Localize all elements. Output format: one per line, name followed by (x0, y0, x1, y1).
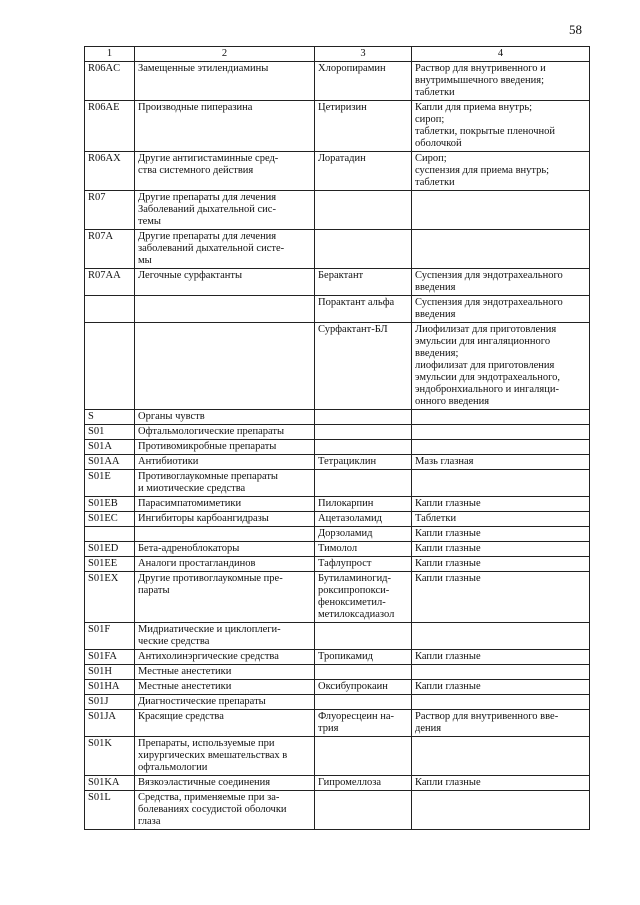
drug-name-cell (315, 737, 412, 776)
atc-code-cell: R06AC (85, 62, 135, 101)
drug-name-cell (315, 695, 412, 710)
dosage-form-cell: Таблетки (412, 512, 590, 527)
atc-code-cell: R07AA (85, 269, 135, 296)
atc-code-cell: R06AE (85, 101, 135, 152)
group-name-cell: Вязкоэластичные соединения (135, 776, 315, 791)
table-row (85, 572, 590, 623)
group-name-cell: Замещенные этилендиамины (135, 62, 315, 101)
group-name-cell: Местные анестетики (135, 665, 315, 680)
atc-code-cell (85, 296, 135, 323)
group-name-cell: Другие препараты для лечения Заболеваний дыхательной сис- темы (135, 191, 315, 230)
table-row (85, 512, 590, 527)
table-row (85, 410, 590, 425)
drug-classification-table (84, 46, 590, 830)
atc-code-cell (85, 323, 135, 410)
group-name-cell: Мидриатические и циклоплеги- ческие средства (135, 623, 315, 650)
drug-name-cell: Хлоропирамин (315, 62, 412, 101)
atc-code-cell: S01EB (85, 497, 135, 512)
table-row (85, 680, 590, 695)
table-row (85, 737, 590, 776)
atc-code-cell: R06AX (85, 152, 135, 191)
drug-name-cell (315, 191, 412, 230)
table-row (85, 455, 590, 470)
atc-code-cell: S01EX (85, 572, 135, 623)
drug-name-cell: Пилокарпин (315, 497, 412, 512)
atc-code-cell: S01 (85, 425, 135, 440)
drug-name-cell (315, 470, 412, 497)
table-row (85, 296, 590, 323)
drug-name-cell: Берактант (315, 269, 412, 296)
group-name-cell: Ингибиторы карбоангидразы (135, 512, 315, 527)
drug-name-cell: Лоратадин (315, 152, 412, 191)
header-cell-2: 2 (135, 47, 315, 62)
drug-name-cell: Ацетазоламид (315, 512, 412, 527)
dosage-form-cell: Капли глазные (412, 497, 590, 512)
group-name-cell: Другие противоглаукомные пре- параты (135, 572, 315, 623)
table-row (85, 470, 590, 497)
table-row (85, 527, 590, 542)
drug-name-cell: Флуоресцеин на- трия (315, 710, 412, 737)
group-name-cell: Легочные сурфактанты (135, 269, 315, 296)
atc-code-cell: S01L (85, 791, 135, 830)
group-name-cell: Противомикробные препараты (135, 440, 315, 455)
group-name-cell: Местные анестетики (135, 680, 315, 695)
group-name-cell: Красящие средства (135, 710, 315, 737)
atc-code-cell: S01EC (85, 512, 135, 527)
dosage-form-cell (412, 230, 590, 269)
dosage-form-cell (412, 440, 590, 455)
atc-code-cell: S01EE (85, 557, 135, 572)
group-name-cell: Противоглаукомные препараты и миотические средства (135, 470, 315, 497)
dosage-form-cell: Капли глазные (412, 557, 590, 572)
drug-name-cell: Тетрациклин (315, 455, 412, 470)
drug-name-cell: Тимолол (315, 542, 412, 557)
atc-code-cell: S01A (85, 440, 135, 455)
dosage-form-cell: Раствор для внутривенного и внутримышечного введения; таблетки (412, 62, 590, 101)
dosage-form-cell (412, 665, 590, 680)
atc-code-cell: S01F (85, 623, 135, 650)
dosage-form-cell: Сироп; суспензия для приема внутрь; таблетки (412, 152, 590, 191)
table-row (85, 230, 590, 269)
table-row (85, 776, 590, 791)
header-row (85, 47, 590, 62)
dosage-form-cell: Капли для приема внутрь; сироп; таблетки, покрытые пленочной оболочкой (412, 101, 590, 152)
atc-code-cell: S01AA (85, 455, 135, 470)
table-row (85, 62, 590, 101)
drug-name-cell: Оксибупрокаин (315, 680, 412, 695)
atc-code-cell: S01KA (85, 776, 135, 791)
table-row (85, 101, 590, 152)
dosage-form-cell (412, 470, 590, 497)
atc-code-cell: R07A (85, 230, 135, 269)
dosage-form-cell (412, 737, 590, 776)
header-cell-4: 4 (412, 47, 590, 62)
drug-name-cell: Гипромеллоза (315, 776, 412, 791)
dosage-form-cell: Капли глазные (412, 527, 590, 542)
atc-code-cell: S01ED (85, 542, 135, 557)
group-name-cell: Препараты, используемые при хирургических вмешательствах в офтальмологии (135, 737, 315, 776)
group-name-cell: Аналоги простагландинов (135, 557, 315, 572)
atc-code-cell: S01FA (85, 650, 135, 665)
atc-code-cell: S01J (85, 695, 135, 710)
drug-name-cell (315, 410, 412, 425)
dosage-form-cell: Лиофилизат для приготовления эмульсии для ингаляционного введения; лиофилизат для приготовления эмульсии для эндотрахеального, эндобронхиального и ингаляци- онного введения (412, 323, 590, 410)
table-row (85, 695, 590, 710)
dosage-form-cell (412, 410, 590, 425)
group-name-cell: Диагностические препараты (135, 695, 315, 710)
drug-name-cell (315, 440, 412, 455)
atc-code-cell: S (85, 410, 135, 425)
table-row (85, 665, 590, 680)
atc-code-cell: S01JA (85, 710, 135, 737)
atc-code-cell: S01HA (85, 680, 135, 695)
table-row (85, 440, 590, 455)
table-row (85, 542, 590, 557)
table-row (85, 791, 590, 830)
drug-name-cell (315, 425, 412, 440)
group-name-cell: Производные пиперазина (135, 101, 315, 152)
drug-name-cell: Тафлупрост (315, 557, 412, 572)
group-name-cell: Офтальмологические препараты (135, 425, 315, 440)
drug-name-cell (315, 665, 412, 680)
table-row (85, 557, 590, 572)
group-name-cell (135, 323, 315, 410)
group-name-cell: Антибиотики (135, 455, 315, 470)
dosage-form-cell: Капли глазные (412, 572, 590, 623)
dosage-form-cell (412, 191, 590, 230)
table-row (85, 152, 590, 191)
table-row (85, 650, 590, 665)
table-body (85, 62, 590, 830)
dosage-form-cell (412, 425, 590, 440)
group-name-cell: Другие антигистаминные сред- ства системного действия (135, 152, 315, 191)
header-cell-3: 3 (315, 47, 412, 62)
group-name-cell (135, 296, 315, 323)
drug-name-cell: Цетиризин (315, 101, 412, 152)
dosage-form-cell: Суспензия для эндотрахеального введения (412, 296, 590, 323)
atc-code-cell (85, 527, 135, 542)
drug-name-cell: Порактант альфа (315, 296, 412, 323)
dosage-form-cell: Капли глазные (412, 650, 590, 665)
table-row (85, 497, 590, 512)
dosage-form-cell: Суспензия для эндотрахеального введения (412, 269, 590, 296)
drug-name-cell: Бутиламиногид- роксипропокси- феноксиметил- метилоксадиазол (315, 572, 412, 623)
dosage-form-cell: Мазь глазная (412, 455, 590, 470)
dosage-form-cell (412, 695, 590, 710)
drug-name-cell: Сурфактант-БЛ (315, 323, 412, 410)
drug-name-cell (315, 230, 412, 269)
table-row (85, 323, 590, 410)
table-row (85, 425, 590, 440)
drug-name-cell (315, 623, 412, 650)
table-row (85, 191, 590, 230)
group-name-cell: Антихолинэргические средства (135, 650, 315, 665)
table-header (85, 47, 590, 62)
group-name-cell: Средства, применяемые при за- болеваниях сосудистой оболочки глаза (135, 791, 315, 830)
group-name-cell: Органы чувств (135, 410, 315, 425)
dosage-form-cell: Капли глазные (412, 680, 590, 695)
dosage-form-cell: Капли глазные (412, 776, 590, 791)
table-row (85, 710, 590, 737)
page-number: 58 (569, 22, 582, 37)
header-cell-1: 1 (85, 47, 135, 62)
dosage-form-cell: Раствор для внутривенного вве- дения (412, 710, 590, 737)
dosage-form-cell (412, 791, 590, 830)
drug-name-cell: Тропикамид (315, 650, 412, 665)
group-name-cell: Парасимпатомиметики (135, 497, 315, 512)
atc-code-cell: R07 (85, 191, 135, 230)
drug-name-cell (315, 791, 412, 830)
atc-code-cell: S01H (85, 665, 135, 680)
dosage-form-cell (412, 623, 590, 650)
atc-code-cell: S01E (85, 470, 135, 497)
dosage-form-cell: Капли глазные (412, 542, 590, 557)
table-row (85, 623, 590, 650)
group-name-cell: Другие препараты для лечения заболеваний дыхательной систе- мы (135, 230, 315, 269)
table-row (85, 269, 590, 296)
drug-name-cell: Дорзоламид (315, 527, 412, 542)
atc-code-cell: S01K (85, 737, 135, 776)
group-name-cell: Бета-адреноблокаторы (135, 542, 315, 557)
group-name-cell (135, 527, 315, 542)
